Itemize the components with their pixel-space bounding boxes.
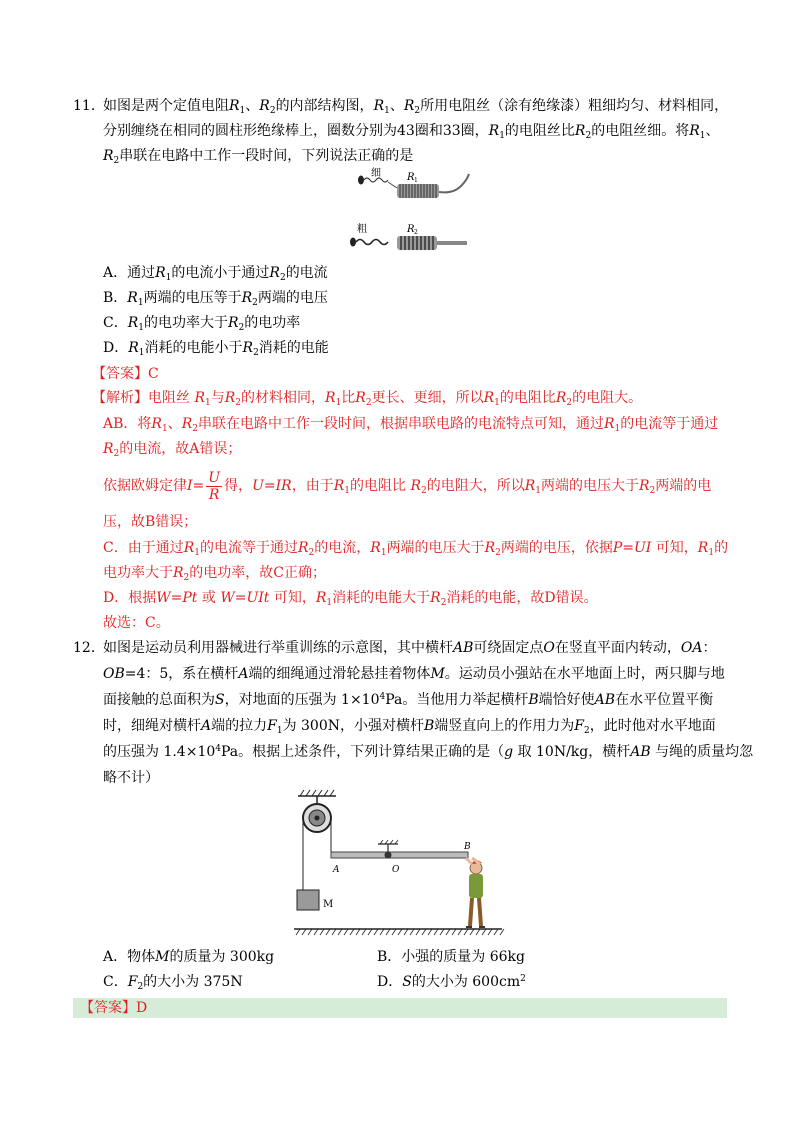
svg-text:细: 细	[371, 168, 381, 179]
answer-label: 【答案】D	[80, 1000, 148, 1016]
option-c: C．$R_1$的电功率大于$R_2$的电功率	[103, 315, 301, 333]
svg-text:2: 2	[414, 229, 418, 236]
option-a: A．通过$R_1$的电流小于通过$R_2$的电流	[103, 265, 328, 283]
question-stem-line-1: 如图是运动员利用器械进行举重训练的示意图，其中横杆AB可绕固定点O在竖直平面内转动，OA：	[103, 640, 717, 656]
analysis-line-ab-1: AB．将$R_1$、$R_2$串联在电路中工作一段时间，根据串联电路的电流特点可知，通过$R_1$的电流等于通过	[103, 416, 719, 434]
question-number: 12．	[73, 640, 105, 656]
option-d: D．S的大小为 $600cm^2$	[377, 974, 526, 990]
question-stem-line-4: 时，细绳对横杆A端的拉力$F_1$为 300N，小强对横杆B端竖直向上的作用力为$F_2$，此时他对水平地面	[103, 718, 716, 736]
answer-label: 【答案】C	[92, 366, 159, 382]
question-stem-line-5: 的压强为 $1.4\times 10^4Pa$。根据上述条件，下列计算结果正确的是（g 取 10N/kg，横杆AB 与绳的质量均忽	[103, 744, 754, 760]
svg-text:1: 1	[414, 177, 418, 184]
resistor-figure	[333, 166, 471, 258]
option-a: A．物体M的质量为 300kg	[103, 949, 275, 965]
svg-text:B: B	[464, 842, 471, 852]
option-b: B．$R_1$两端的电压等于$R_2$两端的电压	[103, 290, 328, 308]
question-stem-line-2: OB=4：5，系在横杆A端的细绳通过滑轮悬挂着物体M。运动员小强站在水平地面上时，两只脚与地	[103, 666, 725, 682]
svg-text:A: A	[333, 865, 340, 875]
ohm-fraction: $\frac{U}{R}$	[208, 469, 221, 503]
svg-text:R: R	[407, 172, 415, 183]
svg-text:粗: 粗	[357, 224, 367, 235]
analysis-line-ab-2: $R_2$的电流，故A错误；	[103, 441, 242, 459]
lever-pulley-figure	[290, 786, 508, 940]
question-stem-line-1: 如图是两个定值电阻$R_1$、$R_2$的内部结构图，$R_1$、$R_2$所用电阻丝（涂有绝缘漆）粗细均匀、材料相同，	[103, 98, 729, 116]
question-stem-line-6: 略不计）	[103, 770, 159, 786]
question-stem-line-3: 面接触的总面积为S，对地面的压强为 $1\times 10^4Pa$。当他用力举起横杆B端恰好使AB在水平位置平衡	[103, 692, 714, 708]
question-number: 11．	[73, 98, 105, 114]
svg-text:M: M	[323, 899, 334, 910]
analysis-ohm-line: 依据欧姆定律I= $\frac{U}{R}$ 得，U=IR，由于$R_1$的电阻比 $R_2$的电阻大，所以$R_1$两端的电压大于$R_2$两端的电	[103, 469, 712, 503]
analysis-line-c-2: 电功率大于$R_2$的电功率，故C正确；	[103, 565, 326, 583]
option-d: D．$R_1$消耗的电能小于$R_2$消耗的电能	[103, 340, 329, 358]
option-c: C．$F_2$的大小为 375N	[103, 974, 243, 992]
svg-text:O: O	[392, 865, 400, 875]
analysis-line-b: 压，故B错误；	[103, 514, 198, 530]
analysis-line-1: 【解析】电阻丝 $R_1$与$R_2$的材料相同，$R_1$比$R_2$更长、更细，所以$R_1$的电阻比$R_2$的电阻大。	[92, 390, 643, 408]
svg-text:R: R	[407, 224, 415, 235]
answer-highlight-bar	[73, 998, 727, 1018]
question-stem-line-3: $R_2$串联在电路中工作一段时间，下列说法正确的是	[103, 148, 414, 166]
analysis-conclusion: 故选：C。	[103, 615, 170, 631]
analysis-line-c-1: C．由于通过$R_1$的电流等于通过$R_2$的电流，$R_1$两端的电压大于$R_2$两端的电压，依据P=UI 可知，$R_1$的	[103, 540, 729, 558]
question-stem-line-2: 分别缠绕在相同的圆柱形绝缘棒上，圈数分别为43圈和33圈，$R_1$的电阻丝比$R_2$的电阻丝细。将$R_1$、	[103, 123, 720, 141]
analysis-line-d: D．根据W=Pt 或 W=UIt 可知，$R_1$消耗的电能大于$R_2$消耗的电能，故D错误。	[103, 590, 598, 608]
option-b: B．小强的质量为 66kg	[377, 949, 525, 965]
